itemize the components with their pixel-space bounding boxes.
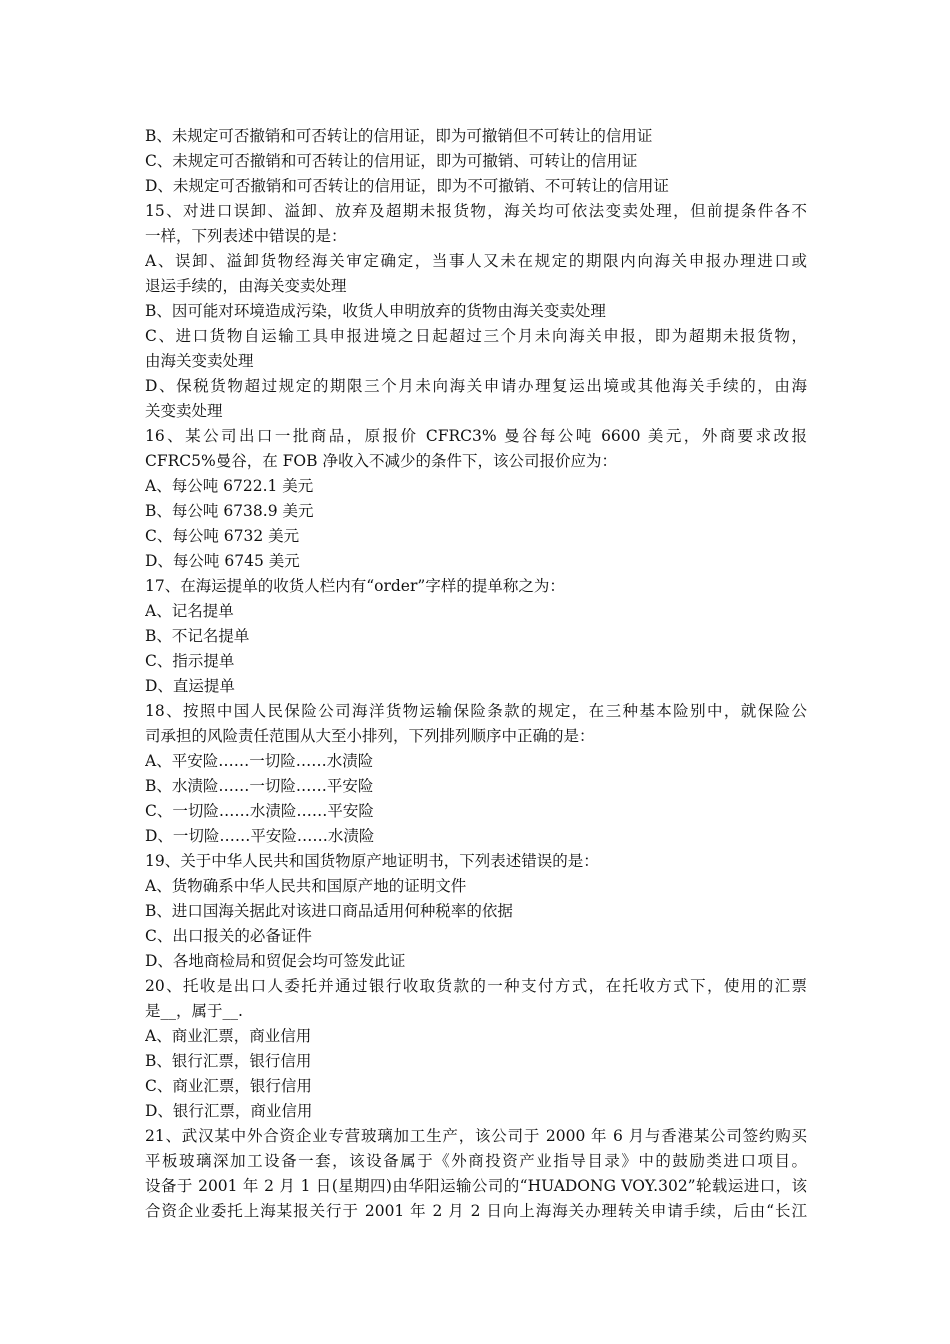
text-line: 16、某公司出口一批商品，原报价 CFRC3% 曼谷每公吨 6600 美元，外商要求改报 xyxy=(145,427,807,445)
text-line: 关变卖处理 xyxy=(145,402,223,420)
text-line: A、平安险……一切险……水渍险 xyxy=(145,752,374,770)
text-line: C、商业汇票，银行信用 xyxy=(145,1077,312,1095)
text-line: C、每公吨 6732 美元 xyxy=(145,527,300,545)
text-line: 15、对进口误卸、溢卸、放弃及超期未报货物，海关均可依法变卖处理，但前提条件各不 xyxy=(145,202,807,220)
text-line: CFRC5%曼谷，在 FOB 净收入不减少的条件下，该公司报价应为： xyxy=(145,452,617,470)
text-line: 设备于 2001 年 2 月 1 日(星期四)由华阳运输公司的“HUADONG VOY.302”轮载运进口，该 xyxy=(145,1177,807,1195)
text-line: 一样，下列表述中错误的是： xyxy=(145,227,347,245)
document-body xyxy=(145,124,807,1224)
text-line: 合资企业委托上海某报关行于 2001 年 2 月 2 日向上海海关办理转关申请手续，后由“长江 xyxy=(145,1202,807,1220)
text-line: C、进口货物自运输工具申报进境之日起超过三个月未向海关申报，即为超期未报货物， xyxy=(145,327,807,345)
text-line: 20、托收是出口人委托并通过银行收取货款的一种支付方式，在托收方式下，使用的汇票 xyxy=(145,977,807,995)
text-line: D、各地商检局和贸促会均可签发此证 xyxy=(145,952,406,970)
text-line: C、出口报关的必备证件 xyxy=(145,927,312,945)
text-line: D、未规定可否撤销和可否转让的信用证，即为不可撤销、不可转让的信用证 xyxy=(145,177,669,195)
text-line: A、商业汇票，商业信用 xyxy=(145,1027,312,1045)
text-line: A、误卸、溢卸货物经海关审定确定，当事人又未在规定的期限内向海关申报办理进口或 xyxy=(145,252,807,270)
text-line: C、一切险……水渍险……平安险 xyxy=(145,802,374,820)
text-line: D、银行汇票，商业信用 xyxy=(145,1102,313,1120)
text-line: C、未规定可否撤销和可否转让的信用证，即为可撤销、可转让的信用证 xyxy=(145,152,638,170)
text-line: 司承担的风险责任范围从大至小排列，下列排列顺序中正确的是： xyxy=(145,727,595,745)
text-line: A、每公吨 6722.1 美元 xyxy=(145,477,314,495)
text-line: B、银行汇票，银行信用 xyxy=(145,1052,312,1070)
text-line: B、因可能对环境造成污染，收货人申明放弃的货物由海关变卖处理 xyxy=(145,302,606,320)
text-line: 21、武汉某中外合资企业专营玻璃加工生产，该公司于 2000 年 6 月与香港某公司签约购买 xyxy=(145,1127,807,1145)
text-line: 是__，属于__. xyxy=(145,1002,243,1020)
text-line: B、不记名提单 xyxy=(145,627,250,645)
text-line: D、保税货物超过规定的期限三个月未向海关申请办理复运出境或其他海关手续的，由海 xyxy=(145,377,807,395)
text-line: 平板玻璃深加工设备一套，该设备属于《外商投资产业指导目录》中的鼓励类进口项目。 xyxy=(145,1152,807,1170)
text-line: 18、按照中国人民保险公司海洋货物运输保险条款的规定，在三种基本险别中，就保险公 xyxy=(145,702,807,720)
text-line: 由海关变卖处理 xyxy=(145,352,254,370)
text-line: 退运手续的，由海关变卖处理 xyxy=(145,277,347,295)
text-line: B、未规定可否撤销和可否转让的信用证，即为可撤销但不可转让的信用证 xyxy=(145,127,653,145)
text-line: D、每公吨 6745 美元 xyxy=(145,552,300,570)
text-line: B、进口国海关据此对该进口商品适用何种税率的依据 xyxy=(145,902,513,920)
text-line: C、指示提单 xyxy=(145,652,235,670)
text-line: A、货物确系中华人民共和国原产地的证明文件 xyxy=(145,877,467,895)
text-line: 19、关于中华人民共和国货物原产地证明书，下列表述错误的是： xyxy=(145,852,599,870)
text-line: 17、在海运提单的收货人栏内有“order”字样的提单称之为： xyxy=(145,577,565,595)
text-line: A、记名提单 xyxy=(145,602,234,620)
text-line: D、一切险……平安险……水渍险 xyxy=(145,827,375,845)
text-line: D、直运提单 xyxy=(145,677,235,695)
text-line: B、水渍险……一切险……平安险 xyxy=(145,777,374,795)
text-line: B、每公吨 6738.9 美元 xyxy=(145,502,314,520)
